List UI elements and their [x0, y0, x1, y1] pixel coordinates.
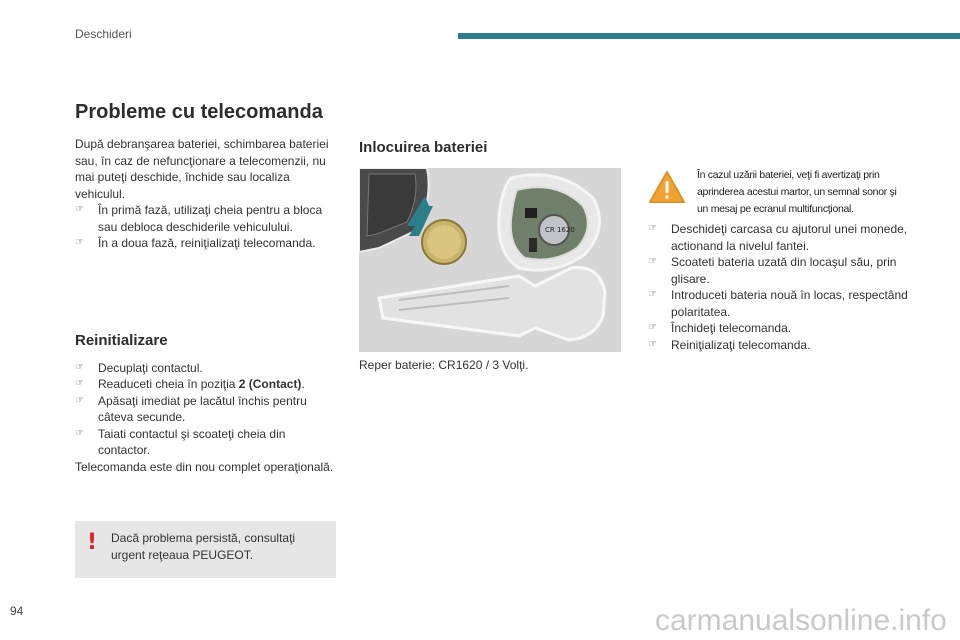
note-text: Dacă problema persistă, consultaţi urgent reţeaua PEUGEOT.: [111, 531, 296, 562]
list-item: ☞ Scoateti bateria uzată din locaşul său, prin glisare.: [648, 255, 897, 286]
hand-pointer-icon: ☞: [75, 427, 84, 439]
list-item: ☞ Închideţi telecomanda.: [648, 321, 792, 335]
photo-battery-label: CR 1620: [545, 226, 575, 234]
reinit-list: [75, 360, 337, 459]
hand-pointer-icon: ☞: [75, 237, 84, 248]
hand-pointer-icon: ☞: [648, 223, 657, 234]
steps-list: [648, 221, 910, 353]
list-item: ☞ Readuceti cheia în poziţia 2 (Contact).: [75, 377, 305, 391]
list-item: ☞ Taiati contactul şi scoateţi cheia din contactor.: [75, 426, 286, 457]
list-item: ☞ Deschideţi carcasa cu ajutorul unei monede, actionand la nivelul fantei.: [648, 222, 908, 253]
warning-text: În cazul uzării bateriei, veţi fi avertizaţi prin aprinderea acestui martor, un semnal sonor şi un mesaj pe ecranul multifuncţional.: [697, 169, 897, 215]
list-item: ☞ În primă fază, utilizaţi cheia pentru a bloca sau debloca deschiderile vehiculului.: [75, 203, 323, 234]
battery-section: [359, 140, 621, 157]
list-item: ☞ În a doua fază, reiniţializaţi telecomanda.: [75, 236, 316, 250]
hand-pointer-icon: ☞: [648, 256, 657, 267]
intro-section: [75, 136, 337, 252]
section-heading-battery: Inlocuirea bateriei: [359, 139, 488, 156]
note-box: [75, 521, 336, 578]
hand-pointer-icon: ☞: [75, 394, 84, 406]
exclamation-icon: !: [87, 530, 98, 555]
intro-text: După debranşarea bateriei, schimbarea bateriei sau, în caz de nefuncţionare a telecomenzii, nu mai puteţi deschide, închide sau localiza vehiculul.: [75, 137, 329, 201]
battery-photo: [359, 168, 621, 352]
chapter-title: Deschideri: [75, 27, 132, 41]
intro-list: [75, 202, 337, 252]
bold-position: 2 (Contact): [238, 377, 302, 391]
reinit-section: [75, 333, 337, 475]
section-heading-reinit: Reinitializare: [75, 332, 168, 349]
page-title: Probleme cu telecomanda: [75, 101, 323, 123]
list-item: ☞ Decuplaţi contactul.: [75, 360, 203, 375]
hand-pointer-icon: ☞: [648, 338, 657, 350]
reinit-closing: Telecomanda este din nou complet operaţională.: [75, 459, 334, 474]
hand-pointer-icon: ☞: [75, 361, 84, 373]
battery-steps: [648, 221, 910, 353]
hand-pointer-icon: ☞: [75, 204, 84, 215]
list-item: ☞ Apăsaţi imediat pe lacătul închis pentru câteva secunde.: [75, 393, 307, 424]
header-rule: [458, 33, 960, 39]
page-number: 94: [10, 604, 24, 618]
warning-triangle-icon: [648, 170, 686, 204]
hand-pointer-icon: ☞: [75, 378, 84, 389]
list-item: ☞ Introduceti bateria nouă în locas, respectând polaritatea.: [648, 288, 908, 319]
list-item: ☞ Reiniţializaţi telecomanda.: [648, 337, 811, 352]
hand-pointer-icon: ☞: [648, 289, 657, 300]
watermark: carmanualsonline.info: [655, 604, 947, 637]
battery-caption: Reper baterie: CR1620 / 3 Volţi.: [359, 358, 529, 372]
hand-pointer-icon: ☞: [648, 322, 657, 333]
